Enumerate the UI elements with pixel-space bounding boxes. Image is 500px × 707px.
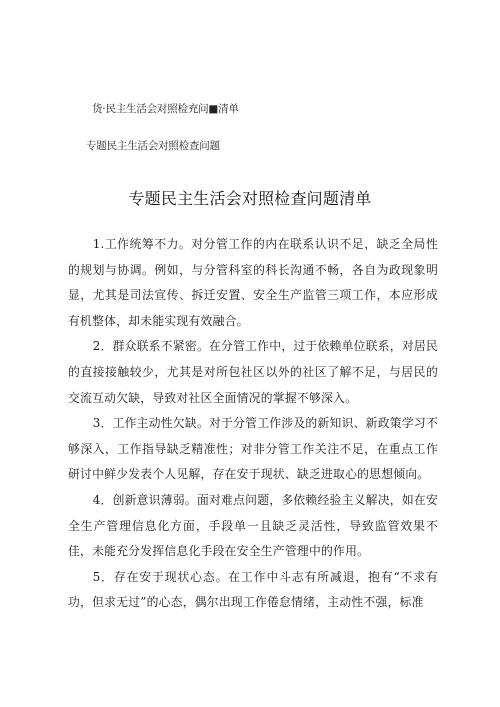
document-body: [68, 232, 438, 616]
document-subheader-line: 专题民主生活会对照检查问题: [86, 140, 220, 152]
paragraph-5: 5．存在安于现状心态。在工作中斗志有所减退，抱有“不求有功，但求无过”的心态，偶尔出现工作倦怠情绪，主动性不强，标准: [68, 569, 438, 610]
document-header-line: 货·民主生活会对照检充问■清单: [92, 103, 239, 115]
paragraph-1: 1.工作统筹不力。对分管工作的内在联系认识不足，缺乏全局性的规划与协调。例如，与分管科室的科长沟通不畅，各自为政现象明显，尤其是司法宣传、拆迁安置、安全生产监管三项工作，本应形成有机整体，却未能实现有效融合。: [68, 237, 438, 328]
paragraph-4: 4．创新意识薄弱。面对难点问题，多依赖经验主义解决，如在安全生产管理信息化方面，手段单一且缺乏灵活性，导致监管效果不佳，未能充分发挥信息化手段在安全生产管理中的作用。: [68, 492, 438, 559]
paragraph-2: 2．群众联系不紧密。在分管工作中，过于依赖单位联系，对居民的直接接触较少，尤其是对所包社区以外的社区了解不足，与居民的交流互动欠缺，导致对社区全面情况的掌握不够深入。: [68, 339, 438, 405]
paragraph-3: 3．工作主动性欠缺。对于分管工作涉及的新知识、新政策学习不够深入，工作指导缺乏精准性；对非分管工作关注不足，在重点工作研讨中鲜少发表个人见解，存在安于现状、缺乏进取心的思想倾向。: [68, 416, 438, 482]
document-title: 专题民主生活会对照检查问题清单: [128, 189, 372, 208]
